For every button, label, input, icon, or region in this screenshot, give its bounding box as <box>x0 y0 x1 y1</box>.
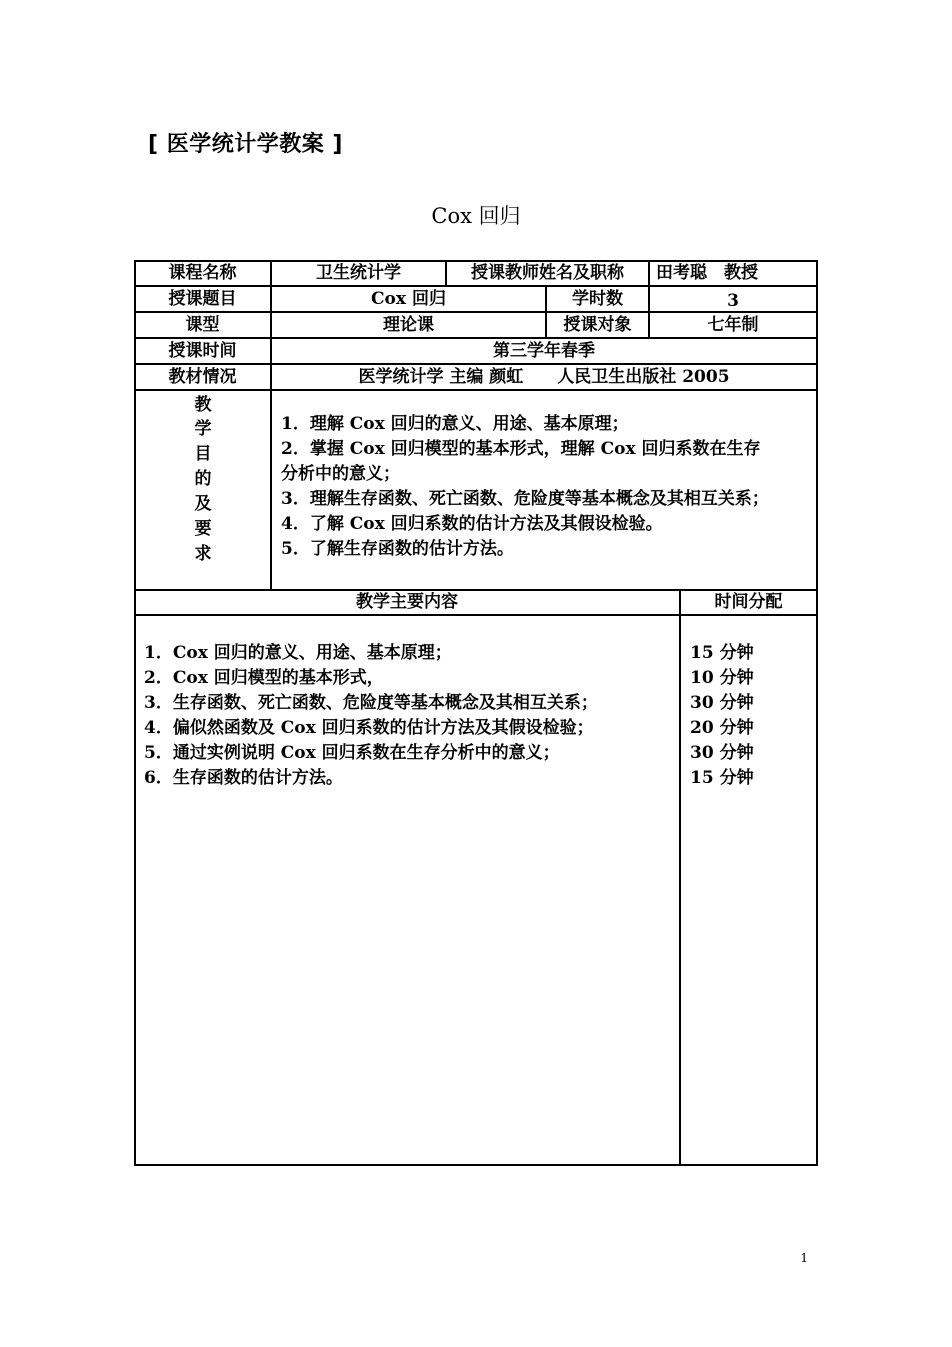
time-allocation-header: 时间分配 <box>714 592 783 612</box>
type-label: 课型 <box>185 315 220 335</box>
objective-line: 4．了解 Cox 回归系数的估计方法及其假设检验。 <box>281 514 663 534</box>
objective-line: 2．掌握 Cox 回归模型的基本形式，理解 Cox 回归系数在生存 <box>281 439 761 459</box>
course-name-value: 卫生统计学 <box>316 263 401 283</box>
content-item: 5．通过实例说明 Cox 回归系数在生存分析中的意义； <box>144 743 560 763</box>
hours-label: 学时数 <box>572 289 623 309</box>
course-name-label: 课程名称 <box>168 263 237 283</box>
teacher-label: 授课教师姓名及职称 <box>471 263 624 283</box>
objectives-label-char: 的 <box>194 469 212 489</box>
objective-line: 1．理解 Cox 回归的意义、用途、基本原理； <box>281 414 629 434</box>
objectives-label-char: 要 <box>194 519 212 539</box>
time-item: 30 分钟 <box>690 693 754 713</box>
content-list <box>144 641 674 791</box>
time-item: 20 分钟 <box>690 718 754 738</box>
time-item: 15 分钟 <box>690 768 754 788</box>
audience-value: 七年制 <box>707 315 759 335</box>
teacher-value: 田考聪 教授 <box>656 263 758 283</box>
objective-line: 5．了解生存函数的估计方法。 <box>281 539 514 559</box>
textbook-label: 教材情况 <box>168 367 237 387</box>
table-rule <box>134 1164 818 1166</box>
objectives-label-char: 及 <box>194 494 212 514</box>
time-item: 30 分钟 <box>690 743 754 763</box>
document-title: Cox 回归 <box>431 204 521 228</box>
table-rule <box>816 260 818 1166</box>
objective-line: 分析中的意义； <box>281 464 400 484</box>
time-list <box>690 641 810 791</box>
content-item: 4．偏似然函数及 Cox 回归系数的估计方法及其假设检验； <box>144 718 594 738</box>
objectives-label-char: 求 <box>194 544 212 564</box>
table-rule <box>679 589 681 1166</box>
time-value: 第三学年春季 <box>493 341 595 361</box>
content-item: 3．生存函数、死亡函数、危险度等基本概念及其相互关系； <box>144 693 598 713</box>
textbook-value: 医学统计学 主编 颜虹 人民卫生出版社 2005 <box>358 367 730 387</box>
topic-label: 授课题目 <box>168 289 237 309</box>
document-header: [ 医学统计学教案 ] <box>148 132 343 157</box>
topic-value: Cox 回归 <box>371 289 446 309</box>
hours-value: 3 <box>727 291 739 311</box>
objectives-list <box>281 412 813 562</box>
time-label: 授课时间 <box>168 341 237 361</box>
content-item: 1．Cox 回归的意义、用途、基本原理； <box>144 643 452 663</box>
type-value: 理论课 <box>383 315 434 335</box>
content-item: 2．Cox 回归模型的基本形式， <box>144 668 384 688</box>
time-item: 15 分钟 <box>690 643 754 663</box>
table-rule <box>134 614 818 616</box>
content-header: 教学主要内容 <box>356 592 458 612</box>
objectives-label-char: 学 <box>194 419 212 439</box>
objectives-label-char: 目 <box>194 444 212 464</box>
content-item: 6．生存函数的估计方法。 <box>144 768 343 788</box>
objectives-label-char: 教 <box>194 395 212 415</box>
page-number: 1 <box>800 1251 808 1265</box>
objective-line: 3．理解生存函数、死亡函数、危险度等基本概念及其相互关系； <box>281 489 769 509</box>
time-item: 10 分钟 <box>690 668 754 688</box>
audience-label: 授课对象 <box>563 315 632 335</box>
